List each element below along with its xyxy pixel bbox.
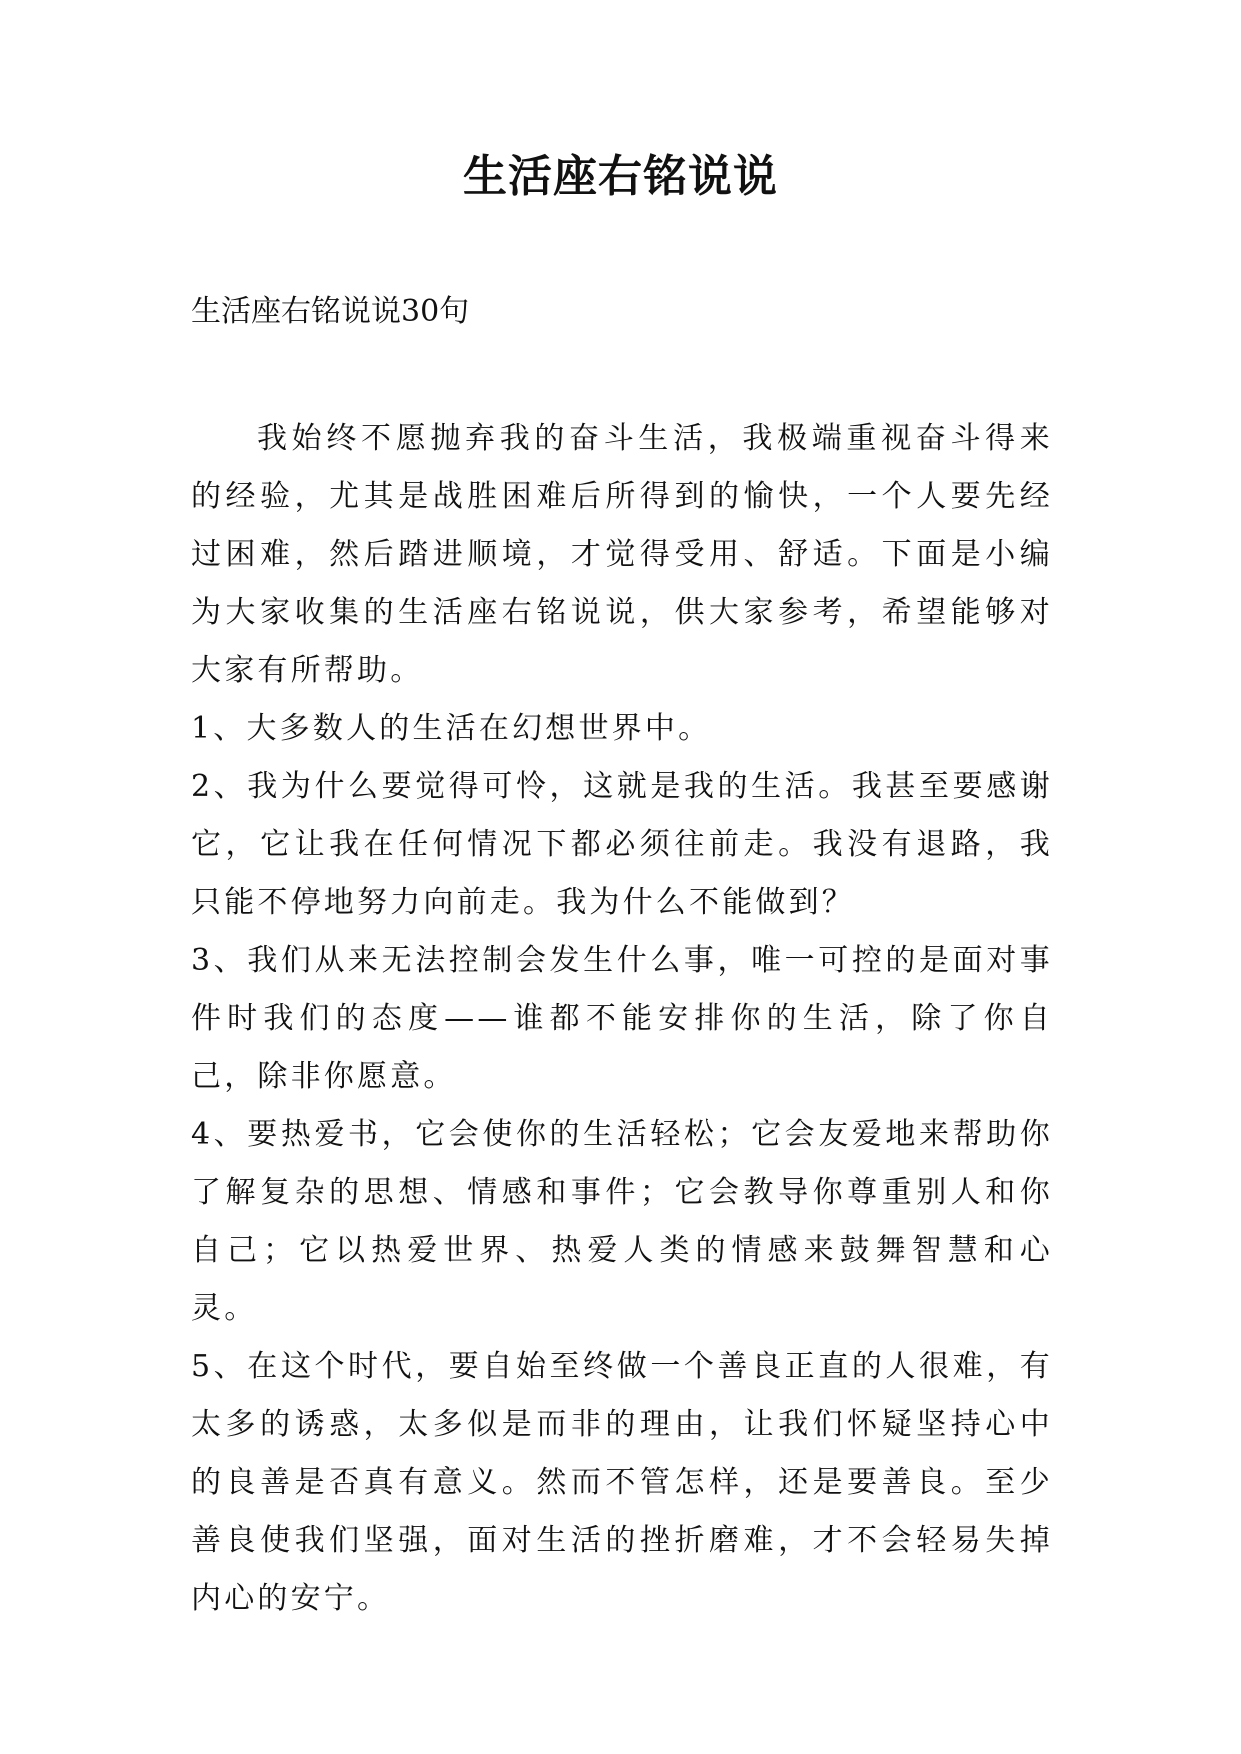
list-item: 2、我为什么要觉得可怜，这就是我的生活。我甚至要感谢它，它让我在任何情况下都必须往前走。我没有退路，我只能不停地努力向前走。我为什么不能做到？ bbox=[191, 769, 1053, 920]
document-title: 生活座右铭说说 bbox=[463, 151, 778, 202]
list-item: 1、大多数人的生活在幻想世界中。 bbox=[191, 711, 712, 746]
document-subtitle: 生活座右铭说说30句 bbox=[191, 294, 470, 329]
list-item: 4、要热爱书，它会使你的生活轻松；它会友爱地来帮助你了解复杂的思想、情感和事件；它会教导你尊重别人和你自己；它以热爱世界、热爱人类的情感来鼓舞智慧和心灵。 bbox=[191, 1117, 1053, 1326]
intro-paragraph: 我始终不愿抛弃我的奋斗生活，我极端重视奋斗得来的经验，尤其是战胜困难后所得到的愉快，一个人要先经过困难，然后踏进顺境，才觉得受用、舒适。下面是小编为大家收集的生活座右铭说说，供大家参考，希望能够对大家有所帮助。 bbox=[191, 421, 1053, 688]
document-body bbox=[191, 410, 1053, 1628]
list-item: 5、在这个时代，要自始至终做一个善良正直的人很难，有太多的诱惑，太多似是而非的理由，让我们怀疑坚持心中的良善是否真有意义。然而不管怎样，还是要善良。至少善良使我们坚强，面对生活的挫折磨难，才不会轻易失掉内心的安宁。 bbox=[191, 1349, 1053, 1616]
list-item: 3、我们从来无法控制会发生什么事，唯一可控的是面对事件时我们的态度——谁都不能安排你的生活，除了你自己，除非你愿意。 bbox=[191, 943, 1053, 1094]
